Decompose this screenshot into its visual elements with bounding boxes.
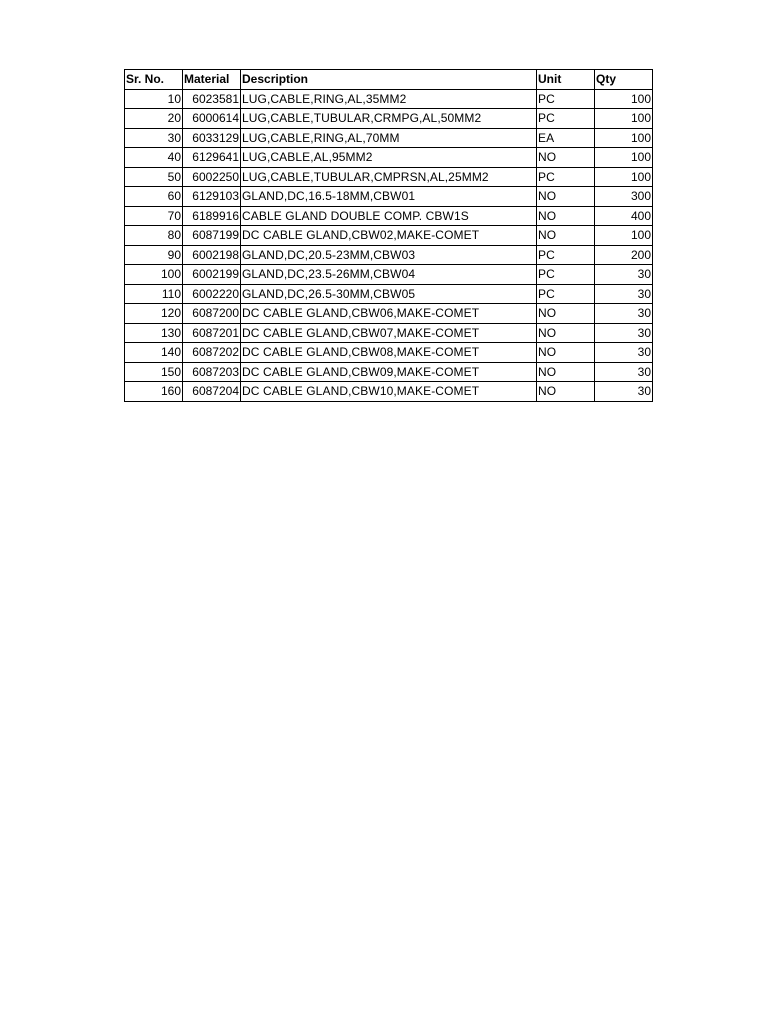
cell-unit: NO xyxy=(537,226,595,246)
cell-unit: EA xyxy=(537,128,595,148)
cell-description: DC CABLE GLAND,CBW08,MAKE-COMET xyxy=(241,343,537,363)
cell-qty: 30 xyxy=(595,304,653,324)
cell-unit: PC xyxy=(537,284,595,304)
cell-unit: PC xyxy=(537,167,595,187)
cell-qty: 100 xyxy=(595,148,653,168)
cell-description: GLAND,DC,26.5-30MM,CBW05 xyxy=(241,284,537,304)
cell-unit: NO xyxy=(537,148,595,168)
cell-material: 6002198 xyxy=(183,245,241,265)
table-row xyxy=(125,304,653,324)
cell-description: LUG,CABLE,RING,AL,70MM xyxy=(241,128,537,148)
material-table xyxy=(124,69,653,402)
cell-material: 6129103 xyxy=(183,187,241,207)
cell-sr-no: 140 xyxy=(125,343,183,363)
cell-material: 6189916 xyxy=(183,206,241,226)
table-row xyxy=(125,284,653,304)
cell-qty: 200 xyxy=(595,245,653,265)
cell-unit: NO xyxy=(537,323,595,343)
cell-qty: 100 xyxy=(595,226,653,246)
table-row xyxy=(125,226,653,246)
cell-sr-no: 110 xyxy=(125,284,183,304)
cell-sr-no: 10 xyxy=(125,89,183,109)
table-row xyxy=(125,343,653,363)
table-body xyxy=(125,89,653,401)
cell-description: LUG,CABLE,TUBULAR,CRMPG,AL,50MM2 xyxy=(241,109,537,129)
cell-sr-no: 60 xyxy=(125,187,183,207)
cell-description: GLAND,DC,20.5-23MM,CBW03 xyxy=(241,245,537,265)
header-row xyxy=(125,70,653,90)
cell-unit: NO xyxy=(537,206,595,226)
header-qty: Qty xyxy=(595,70,653,90)
cell-qty: 30 xyxy=(595,284,653,304)
cell-description: DC CABLE GLAND,CBW02,MAKE-COMET xyxy=(241,226,537,246)
header-description: Description xyxy=(241,70,537,90)
cell-qty: 100 xyxy=(595,89,653,109)
table-row xyxy=(125,362,653,382)
cell-material: 6129641 xyxy=(183,148,241,168)
cell-material: 6002250 xyxy=(183,167,241,187)
cell-qty: 30 xyxy=(595,362,653,382)
cell-qty: 100 xyxy=(595,109,653,129)
cell-qty: 30 xyxy=(595,343,653,363)
cell-sr-no: 20 xyxy=(125,109,183,129)
header-unit: Unit xyxy=(537,70,595,90)
cell-unit: NO xyxy=(537,187,595,207)
cell-sr-no: 160 xyxy=(125,382,183,402)
cell-qty: 400 xyxy=(595,206,653,226)
cell-unit: NO xyxy=(537,304,595,324)
table-row xyxy=(125,167,653,187)
cell-unit: NO xyxy=(537,382,595,402)
table-row xyxy=(125,382,653,402)
table-row xyxy=(125,265,653,285)
cell-material: 6087204 xyxy=(183,382,241,402)
cell-material: 6087202 xyxy=(183,343,241,363)
cell-description: DC CABLE GLAND,CBW06,MAKE-COMET xyxy=(241,304,537,324)
cell-sr-no: 100 xyxy=(125,265,183,285)
cell-description: GLAND,DC,23.5-26MM,CBW04 xyxy=(241,265,537,285)
table-row xyxy=(125,323,653,343)
cell-qty: 100 xyxy=(595,167,653,187)
table-row xyxy=(125,206,653,226)
cell-qty: 300 xyxy=(595,187,653,207)
cell-unit: PC xyxy=(537,109,595,129)
table-row xyxy=(125,109,653,129)
cell-sr-no: 130 xyxy=(125,323,183,343)
cell-unit: PC xyxy=(537,265,595,285)
cell-material: 6087200 xyxy=(183,304,241,324)
cell-sr-no: 80 xyxy=(125,226,183,246)
cell-unit: NO xyxy=(537,362,595,382)
cell-unit: PC xyxy=(537,89,595,109)
cell-description: DC CABLE GLAND,CBW10,MAKE-COMET xyxy=(241,382,537,402)
header-material: Material xyxy=(183,70,241,90)
cell-sr-no: 90 xyxy=(125,245,183,265)
cell-sr-no: 150 xyxy=(125,362,183,382)
table-header xyxy=(125,70,653,90)
cell-description: GLAND,DC,16.5-18MM,CBW01 xyxy=(241,187,537,207)
cell-sr-no: 50 xyxy=(125,167,183,187)
cell-unit: NO xyxy=(537,343,595,363)
header-sr-no: Sr. No. xyxy=(125,70,183,90)
cell-description: CABLE GLAND DOUBLE COMP. CBW1S xyxy=(241,206,537,226)
cell-qty: 30 xyxy=(595,382,653,402)
cell-material: 6002220 xyxy=(183,284,241,304)
cell-sr-no: 40 xyxy=(125,148,183,168)
table-row xyxy=(125,89,653,109)
cell-unit: PC xyxy=(537,245,595,265)
cell-qty: 30 xyxy=(595,323,653,343)
cell-description: LUG,CABLE,TUBULAR,CMPRSN,AL,25MM2 xyxy=(241,167,537,187)
cell-qty: 30 xyxy=(595,265,653,285)
table-row xyxy=(125,187,653,207)
table-row xyxy=(125,245,653,265)
cell-material: 6000614 xyxy=(183,109,241,129)
cell-material: 6033129 xyxy=(183,128,241,148)
cell-sr-no: 70 xyxy=(125,206,183,226)
table-row xyxy=(125,148,653,168)
cell-material: 6087199 xyxy=(183,226,241,246)
cell-description: DC CABLE GLAND,CBW07,MAKE-COMET xyxy=(241,323,537,343)
cell-material: 6087201 xyxy=(183,323,241,343)
cell-description: DC CABLE GLAND,CBW09,MAKE-COMET xyxy=(241,362,537,382)
table-row xyxy=(125,128,653,148)
cell-qty: 100 xyxy=(595,128,653,148)
cell-description: LUG,CABLE,RING,AL,35MM2 xyxy=(241,89,537,109)
cell-material: 6087203 xyxy=(183,362,241,382)
cell-sr-no: 30 xyxy=(125,128,183,148)
cell-material: 6023581 xyxy=(183,89,241,109)
cell-description: LUG,CABLE,AL,95MM2 xyxy=(241,148,537,168)
cell-sr-no: 120 xyxy=(125,304,183,324)
cell-material: 6002199 xyxy=(183,265,241,285)
